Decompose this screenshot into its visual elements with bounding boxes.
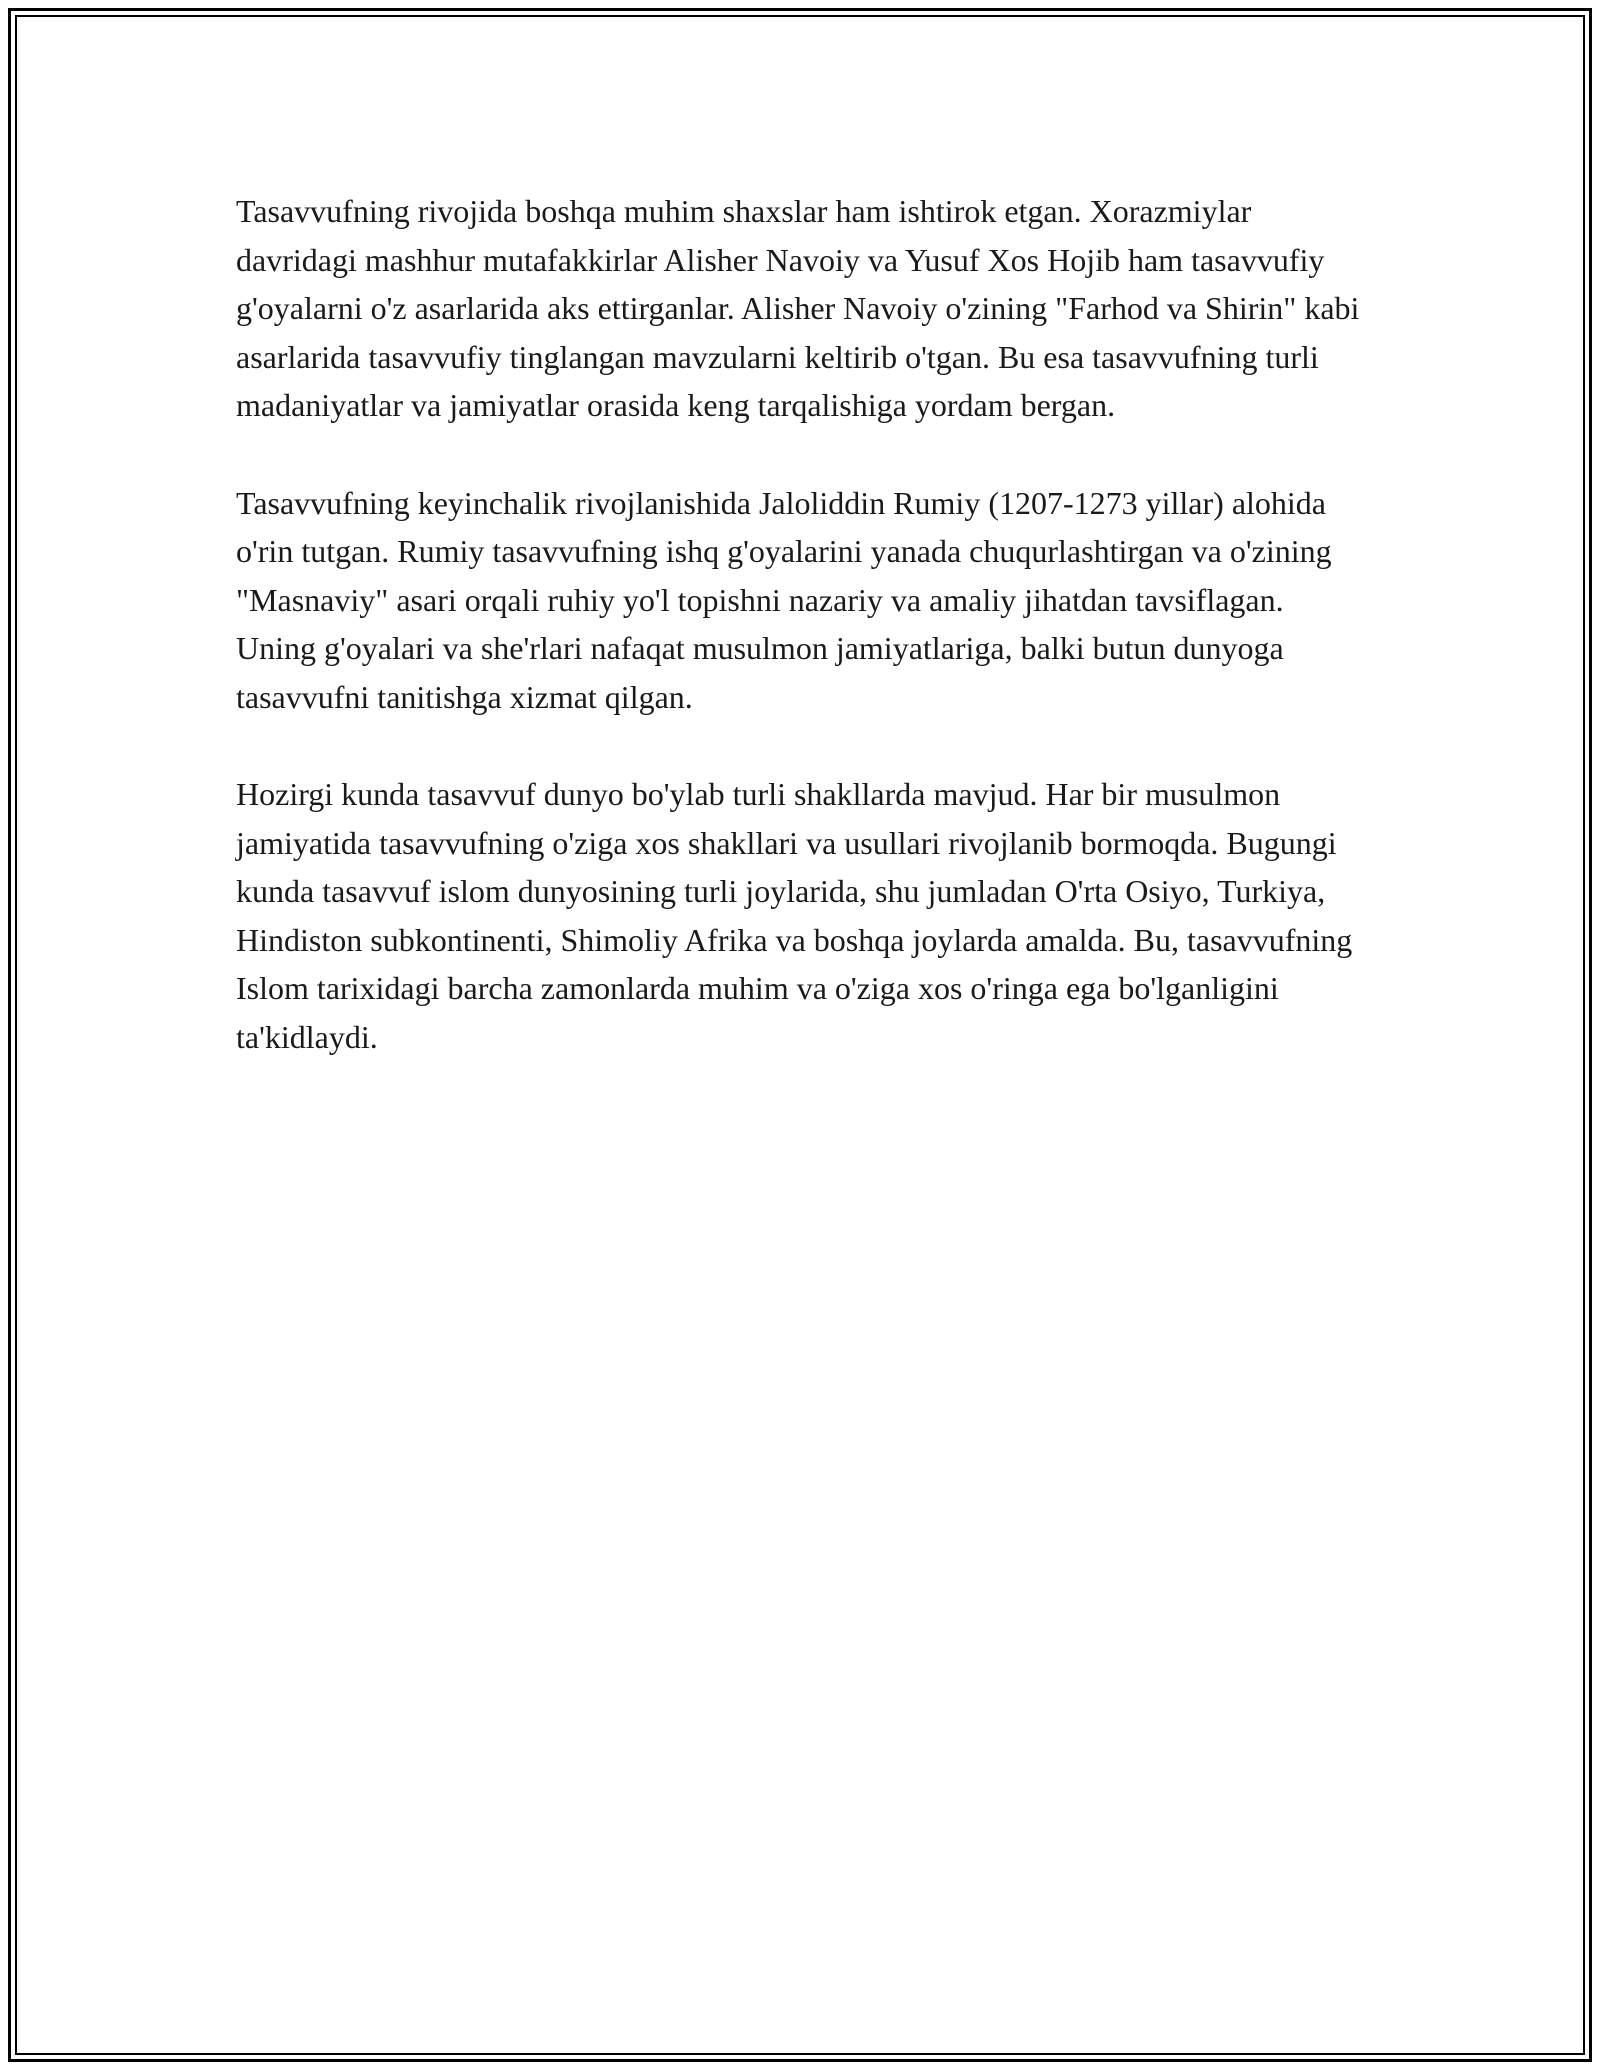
- paragraph-1: Tasavvufning rivojida boshqa muhim shaxslar ham ishtirok etgan. Xorazmiylar davridagi mashhur mutafakkirlar Alisher Navoiy va Yusuf Xos Hojib ham tasavvufiy g'oyalarni o'z asarlarida aks ettirganlar. Alisher Navoiy o'zining "Farhod va Shirin" kabi asarlarida tasavvufiy tinglangan mavzularni keltirib o'tgan. Bu esa tasavvufning turli madaniyatlar va jamiyatlar orasida keng tarqalishiga yordam bergan.: [236, 193, 1360, 423]
- paragraph-2: Tasavvufning keyinchalik rivojlanishida Jaloliddin Rumiy (1207-1273 yillar) alohida o'rin tutgan. Rumiy tasavvufning ishq g'oyalarini yanada chuqurlashtirgan va o'zining "Masnaviy" asari orqali ruhiy yo'l topishni nazariy va amaliy jihatdan tavsiflagan. Uning g'oyalari va she'rlari nafaqat musulmon jamiyatlariga, balki butun dunyoga tasavvufni tanitishga xizmat qilgan.: [236, 484, 1332, 715]
- document-body: [236, 187, 1366, 1110]
- paragraph-3: Hozirgi kunda tasavvuf dunyo bo'ylab turli shakllarda mavjud. Har bir musulmon jamiyatida tasavvufning o'ziga xos shakllari va usullari rivojlanib bormoqda. Bugungi kunda tasavvuf islom dunyosining turli joylarida, shu jumladan O'rta Osiyo, Turkiya, Hindiston subkontinenti, Shimoliy Afrika va boshqa joylarda amalda. Bu, tasavvufning Islom tarixidagi barcha zamonlarda muhim va o'ziga xos o'ringa ega bo'lganligini ta'kidlaydi.: [236, 776, 1353, 1055]
